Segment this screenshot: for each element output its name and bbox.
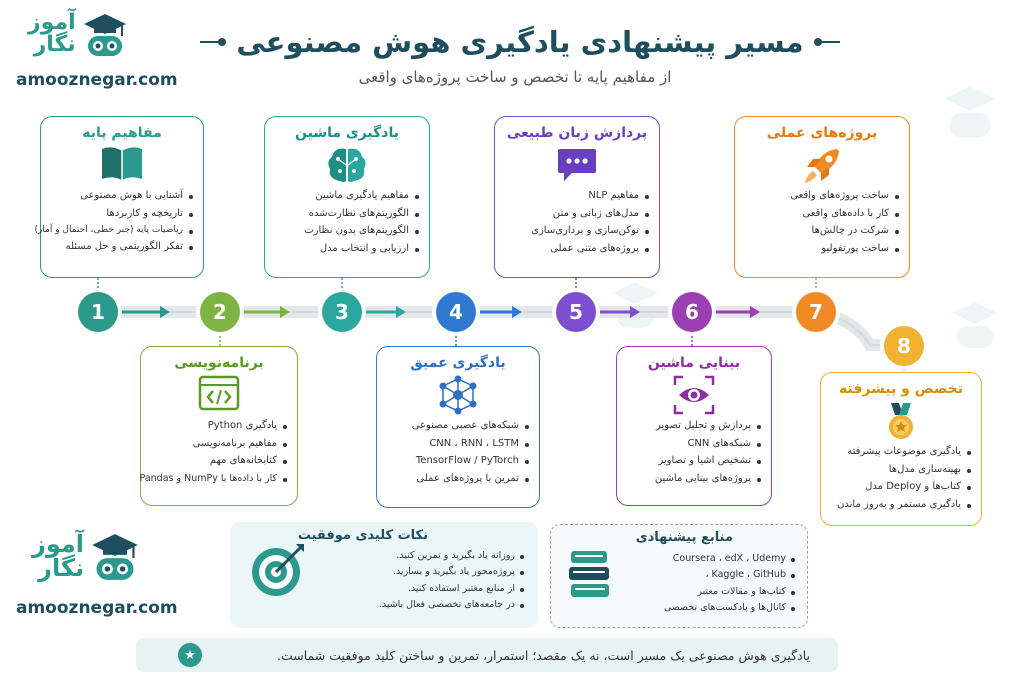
medal-icon — [881, 401, 921, 441]
book-icon — [100, 145, 144, 183]
brain-icon — [326, 145, 368, 185]
step-node-5: 5 — [556, 292, 596, 332]
list-item: شرکت در چالش‌ها — [745, 224, 899, 239]
logo-top — [14, 8, 178, 94]
star-icon: ★ — [178, 643, 202, 667]
code-icon — [198, 375, 240, 413]
arrow-3-4 — [366, 306, 406, 318]
step-card-4 — [376, 346, 540, 508]
books-icon — [567, 549, 613, 601]
list-item: شبکه‌های عصبی مصنوعی — [387, 419, 529, 434]
title-decoration-left — [200, 41, 222, 43]
step-title: تخصص و پیشرفته — [839, 381, 963, 397]
step-card-3 — [264, 116, 430, 278]
list-item: الگوریتم‌های بدون نظارت — [275, 224, 419, 239]
step-node-6: 6 — [672, 292, 712, 332]
footer-quote — [136, 638, 838, 672]
list-item: کتاب‌ها و Deploy مدل — [831, 480, 971, 495]
list-item: کانال‌ها و پادکست‌های تخصصی — [664, 602, 795, 614]
step-node-2: 2 — [200, 292, 240, 332]
step-card-2 — [140, 346, 298, 506]
step-card-7 — [734, 116, 910, 278]
step-title: برنامه‌نویسی — [174, 355, 264, 371]
list-item: ساخت پورتفولیو — [745, 242, 899, 257]
title-bar — [200, 20, 840, 64]
step-card-1 — [34, 116, 204, 278]
step-title: یادگیری عمیق — [410, 355, 506, 371]
list-item: روزانه یاد بگیرید و تمرین کنید. — [379, 550, 524, 562]
neural-network-icon — [437, 375, 479, 415]
list-item: یادگیری Python — [151, 419, 287, 434]
resources-box — [550, 524, 808, 628]
title-decoration-right — [818, 41, 840, 43]
list-item: یادگیری موضوعات پیشرفته — [831, 445, 971, 460]
list-item: تشخیص اشیا و تصاویر — [627, 454, 761, 469]
list-item: ساخت پروژه‌های واقعی — [745, 189, 899, 204]
list-item: TensorFlow / PyTorch — [387, 454, 529, 469]
list-item: ارزیابی و انتخاب مدل — [275, 242, 419, 257]
step-node-3: 3 — [322, 292, 362, 332]
list-item: ریاضیات پایه (جبر خطی، احتمال و آمار) — [51, 224, 193, 237]
arrow-4-5 — [480, 306, 522, 318]
resources-title: منابع پیشنهادی — [635, 530, 733, 545]
list-item: Coursera ، edX ، Udemy — [664, 553, 795, 565]
eye-icon — [673, 375, 715, 415]
list-item: الگوریتم‌های نظارت‌شده — [275, 207, 419, 222]
step-card-5 — [494, 116, 660, 278]
step-title: مفاهیم پایه — [82, 125, 162, 141]
page-subtitle: از مفاهیم پایه تا تخصص و ساخت پروژه‌های واقعی — [358, 68, 672, 86]
list-item: مفاهیم برنامه‌نویسی — [151, 437, 287, 452]
watermark-logo-icon — [940, 300, 1010, 350]
rocket-icon — [801, 145, 843, 185]
tips-title: نکات کلیدی موفقیت — [297, 528, 428, 543]
list-item: تفکر الگوریتمی و حل مسئله — [51, 240, 193, 255]
step-title: یادگیری ماشین — [295, 125, 399, 141]
list-item: یادگیری مستمر و به‌روز ماندن — [831, 498, 971, 513]
graduation-cap-icon — [82, 12, 128, 58]
target-icon — [248, 540, 308, 600]
success-tips-box — [230, 522, 538, 628]
step-node-4: 4 — [436, 292, 476, 332]
list-item: از منابع معتبر استفاده کنید. — [379, 583, 524, 595]
step-title: پردازش زبان طبیعی — [506, 125, 648, 141]
list-item: در جامعه‌های تخصصی فعال باشید. — [379, 599, 524, 611]
list-item: شبکه‌های CNN — [627, 437, 761, 452]
list-item: آشنایی با هوش مصنوعی — [51, 189, 193, 204]
list-item: مفاهیم NLP — [505, 189, 649, 204]
chat-bubble-icon — [556, 145, 598, 185]
watermark-logo-icon — [600, 280, 670, 330]
logo-middle — [14, 530, 178, 622]
list-item: بهینه‌سازی مدل‌ها — [831, 463, 971, 478]
step-node-8: 8 — [884, 326, 924, 366]
list-item: تمرین با پروژه‌های عملی — [387, 472, 529, 487]
list-item: پروژه‌های متنی عملی — [505, 242, 649, 257]
page-title: مسیر پیشنهادی یادگیری هوش مصنوعی — [236, 25, 804, 59]
list-item: پردازش و تحلیل تصویر — [627, 419, 761, 434]
logo-en-text: amooznegar.com — [16, 598, 178, 618]
list-item: کار با داده‌های واقعی — [745, 207, 899, 222]
list-item: مدل‌های زبانی و متن — [505, 207, 649, 222]
list-item: پروژه‌محور یاد بگیرید و بسازید. — [379, 566, 524, 578]
list-item: توکن‌سازی و برداری‌سازی — [505, 224, 649, 239]
graduation-cap-icon — [90, 532, 140, 582]
list-item: کتابخانه‌های مهم — [151, 454, 287, 469]
list-item: مفاهیم یادگیری ماشین — [275, 189, 419, 204]
arrow-1-2 — [122, 306, 170, 318]
footer-text: یادگیری هوش مصنوعی یک مسیر است، نه یک مقصد؛ استمرار، تمرین و ساختن کلید موفقیت شماست. — [277, 647, 810, 663]
arrow-2-3 — [244, 306, 290, 318]
arrow-6-7 — [716, 306, 760, 318]
list-item: کار با داده‌ها با NumPy و Pandas — [151, 472, 287, 486]
step-node-1: 1 — [78, 292, 118, 332]
step-node-7: 7 — [796, 292, 836, 332]
list-item: کتاب‌ها و مقالات معتبر — [664, 586, 795, 598]
list-item: CNN ، RNN ، LSTM — [387, 437, 529, 452]
list-item: پروژه‌های بینایی ماشین — [627, 472, 761, 487]
logo-fa-text: آموز نگار — [28, 10, 76, 57]
list-item: Kaggle ، GitHub ، — [664, 569, 795, 581]
list-item: تاریخچه و کاربردها — [51, 207, 193, 222]
step-card-8 — [820, 372, 982, 526]
watermark-logo-icon — [930, 84, 1010, 140]
step-title: پروژه‌های عملی — [766, 125, 878, 141]
step-card-6 — [616, 346, 772, 506]
step-title: بینایی ماشین — [647, 355, 741, 371]
logo-fa-text: آموز نگار — [32, 530, 84, 582]
logo-en-text: amooznegar.com — [16, 70, 178, 90]
